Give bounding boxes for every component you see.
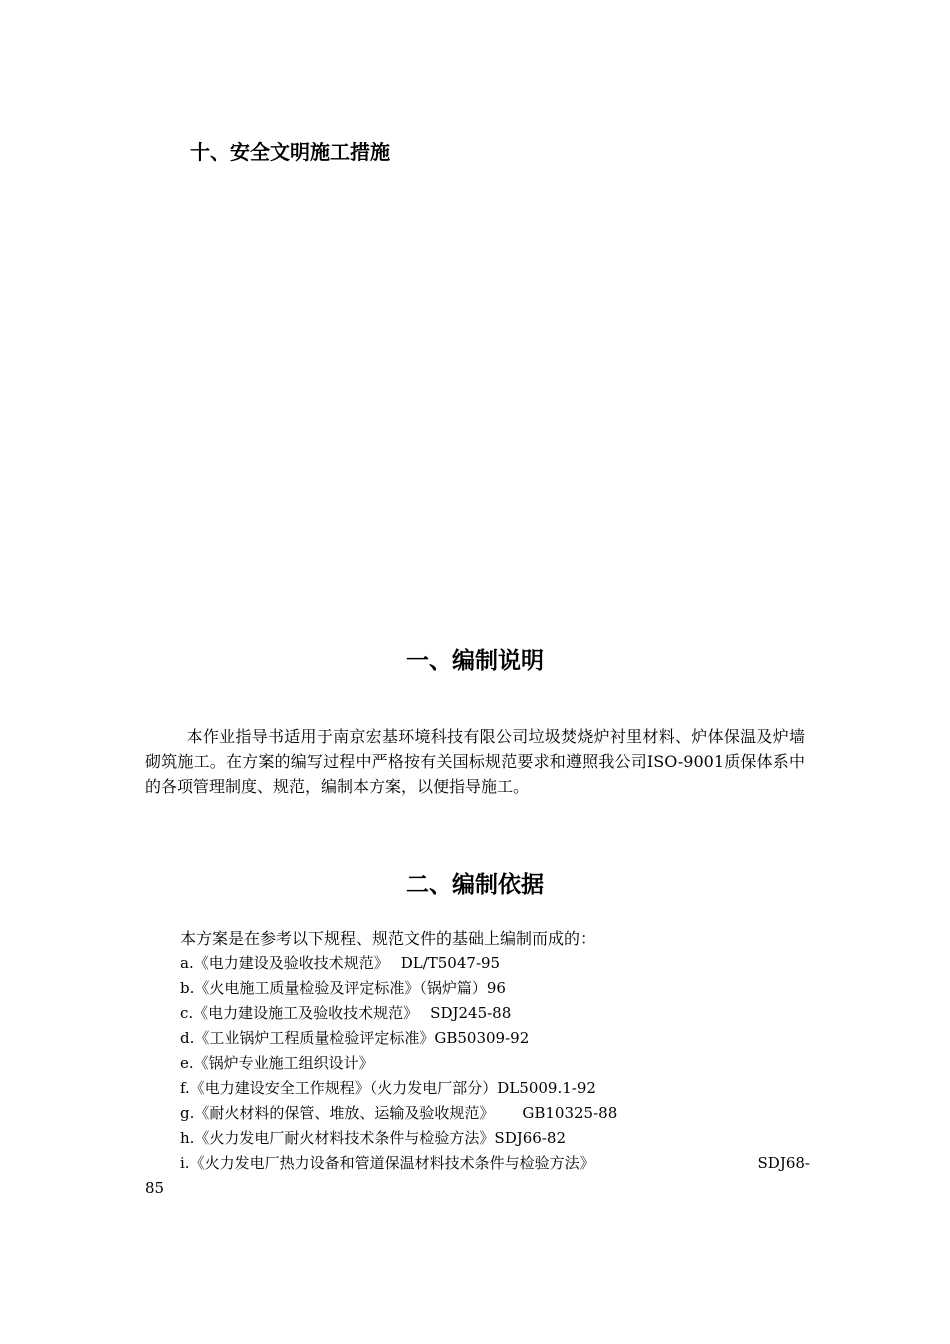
references-intro: 本方案是在参考以下规程、规范文件的基础上编制而成的： xyxy=(180,929,597,948)
section-paragraph-compilation-notes: 本作业指导书适用于南京宏基环境科技有限公司垃圾焚烧炉衬里材料、炉体保温及炉墙砌筑施工。在方案的编写过程中严格按有关国标规范要求和遵照我公司ISO-9001质保体系中的各项管理制度、规范，编制本方案，以便指导施工。 xyxy=(145,727,805,796)
reference-item xyxy=(145,1126,810,1151)
reference-label: h.《火力发电厂耐火材料技术条件与检验方法》SDJ66-82 xyxy=(180,1129,566,1147)
reference-label: i.《火力发电厂热力设备和管道保温材料技术条件与检验方法》 xyxy=(180,1154,595,1172)
reference-item xyxy=(145,1076,810,1101)
reference-label: f.《电力建设安全工作规程》（火力发电厂部分）DL5009.1-92 xyxy=(180,1079,596,1097)
toc-entry-safety: 十、安全文明施工措施 xyxy=(190,140,390,164)
reference-code: SDJ68- xyxy=(757,1154,810,1172)
section-heading-compilation-basis: 二、编制依据 xyxy=(406,872,544,898)
reference-item xyxy=(145,951,810,976)
reference-label: c.《电力建设施工及验收技术规范》 xyxy=(180,1004,419,1022)
section-heading-compilation-notes: 一、编制说明 xyxy=(406,648,544,674)
reference-item xyxy=(145,1151,810,1201)
reference-label: g.《耐火材料的保管、堆放、运输及验收规范》 xyxy=(180,1104,495,1122)
reference-item xyxy=(145,1101,810,1126)
reference-item xyxy=(145,1026,810,1051)
reference-item xyxy=(145,1051,810,1076)
reference-label: a.《电力建设及验收技术规范》 xyxy=(180,954,389,972)
reference-code-continuation: 85 xyxy=(145,1179,165,1197)
reference-label: b.《火电施工质量检验及评定标准》（锅炉篇）96 xyxy=(180,979,506,997)
reference-item xyxy=(145,1001,810,1026)
reference-code: GB10325-88 xyxy=(522,1104,618,1122)
reference-label: e.《锅炉专业施工组织设计》 xyxy=(180,1054,374,1072)
reference-label: d.《工业锅炉工程质量检验评定标准》GB50309-92 xyxy=(180,1029,530,1047)
reference-code: DL/T5047-95 xyxy=(400,954,501,972)
reference-item xyxy=(145,976,810,1001)
reference-code: SDJ245-88 xyxy=(430,1004,512,1022)
reference-list xyxy=(145,951,810,1201)
